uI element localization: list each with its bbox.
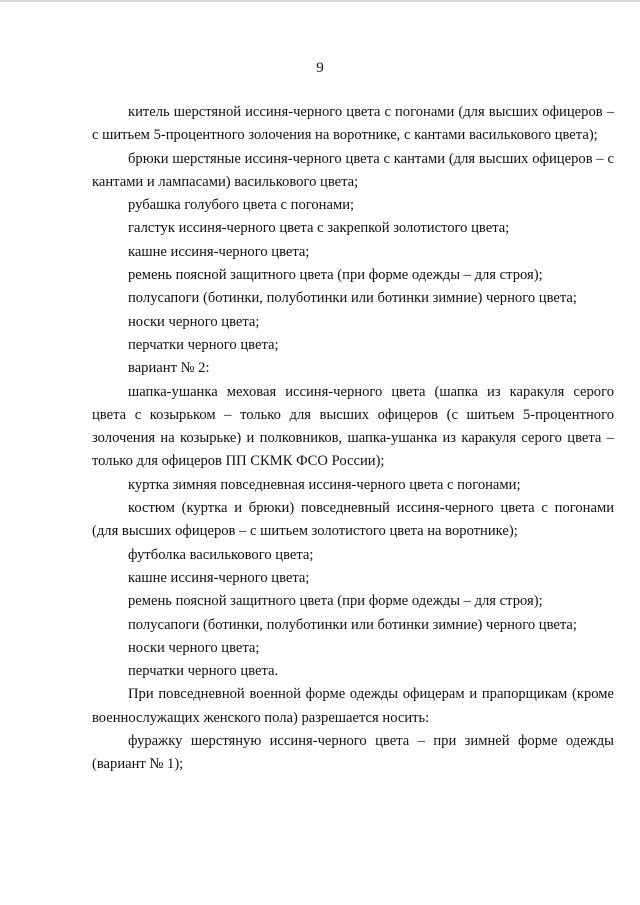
paragraph-kashne-2: кашне иссиня-черного цвета; [128,569,310,586]
paragraph-rubashka: рубашка голубого цвета с погонами; [128,197,355,214]
paragraph-galstuk: галстук иссиня-черного цвета с закрепкой золотистого цвета; [128,220,510,237]
top-edge-line [0,0,640,2]
paragraph-kostyum: костюм (куртка и брюки) повседневный иссиня-черного цвета с погонами (для высших офицеров – с шитьем золотистого цвета на воротнике); [92,500,614,540]
paragraph-noski-2: носки черного цвета; [128,639,260,656]
paragraph-remen: ремень поясной защитного цвета (при форме одежды – для строя); [128,267,543,284]
paragraph-perchatki-2: перчатки черного цвета. [128,663,279,680]
paragraph-remen-2: ремень поясной защитного цвета (при форме одежды – для строя); [128,593,543,610]
paragraph-razreshaetsya: При повседневной военной форме одежды офицерам и прапорщикам (кроме военнослужащих женского пола) разрешается носить: [92,686,614,726]
paragraph-futbolka: футболка василькового цвета; [128,546,314,563]
paragraph-bryuki: брюки шерстяные иссиня-черного цвета с кантами (для высших офицеров – с кантами и лампасами) василькового цвета; [92,150,614,190]
page-number: 9 [316,60,324,76]
paragraph-furazhka: фуражку шерстяную иссиня-черного цвета – при зимней форме одежды (вариант № 1); [92,733,614,773]
paragraph-shapka-ushanka: шапка-ушанка меховая иссиня-черного цвета (шапка из каракуля серого цвета с козырьком – только для высших офицеров (с шитьем 5-процентного золочения на козырьке) и полковников, шапка-ушанка из каракуля серого цвета – только для офицеров ПП СКМК ФСО России); [92,383,614,470]
paragraph-variant-2: вариант № 2: [128,360,210,377]
paragraph-polusapogi-2: полусапоги (ботинки, полуботинки или ботинки зимние) черного цвета; [128,616,577,633]
paragraph-noski: носки черного цвета; [128,313,260,330]
paragraph-kurtka-zimnyaya: куртка зимняя повседневная иссиня-черного цвета с погонами; [128,476,521,493]
paragraph-kashne: кашне иссиня-черного цвета; [128,243,310,260]
paragraph-perchatki: перчатки черного цвета; [128,336,279,353]
paragraph-polusapogi: полусапоги (ботинки, полуботинки или ботинки зимние) черного цвета; [128,290,577,307]
paragraph-kitel: китель шерстяной иссиня-черного цвета с погонами (для высших офицеров – с шитьем 5-процентного золочения на воротнике, с кантами василькового цвета); [92,104,614,144]
document-body [92,101,614,777]
